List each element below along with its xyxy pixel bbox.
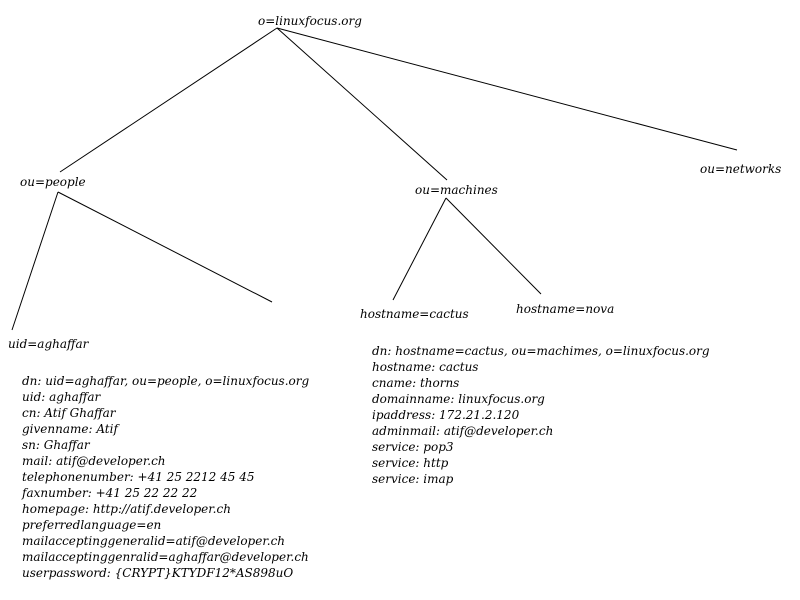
attribute-line: dn: hostname=cactus, ou=machimes, o=linuxfocus.org: [372, 344, 710, 358]
attribute-line: mail: atif@developer.ch: [22, 454, 166, 468]
node-ou-people: ou=people: [20, 175, 86, 189]
node-hostname-nova: hostname=nova: [516, 302, 615, 316]
attribute-line: ipaddress: 172.21.2.120: [372, 408, 520, 422]
attribute-line: mailacceptinggenralid=aghaffar@developer.ch: [22, 550, 309, 564]
attribute-line: uid: aghaffar: [22, 390, 101, 404]
attribute-line: mailacceptinggeneralid=atif@developer.ch: [22, 534, 286, 548]
node-uid-aghaffar: uid=aghaffar: [8, 337, 89, 351]
attribute-line: dn: uid=aghaffar, ou=people, o=linuxfocus.org: [22, 374, 310, 388]
node-hostname-cactus: hostname=cactus: [360, 307, 469, 321]
attribute-line: givenname: Atif: [22, 422, 118, 436]
attribute-line: hostname: cactus: [372, 360, 479, 374]
edge-people-aghaffar: [12, 192, 58, 330]
attribute-line: adminmail: atif@developer.ch: [372, 424, 554, 438]
edge-root-networks: [277, 28, 737, 150]
edge-root-people: [60, 28, 277, 172]
attribute-line: telephonenumber: +41 25 2212 45 45: [22, 470, 255, 484]
edge-people-branch2: [58, 192, 272, 302]
attribute-line: service: pop3: [372, 440, 454, 454]
attribute-line: domainname: linuxfocus.org: [372, 392, 545, 406]
node-root: o=linuxfocus.org: [258, 14, 362, 28]
attribute-line: sn: Ghaffar: [22, 438, 90, 452]
attribute-line: faxnumber: +41 25 22 22 22: [22, 486, 198, 500]
attribute-line: service: http: [372, 456, 449, 470]
attribute-line: service: imap: [372, 472, 454, 486]
attribute-block-aghaffar: [22, 373, 309, 581]
edge-machines-nova: [446, 198, 541, 294]
attribute-line: userpassword: {CRYPT}KTYDF12*AS898uO: [22, 566, 294, 580]
node-ou-networks: ou=networks: [700, 162, 782, 176]
attribute-block-cactus: [372, 343, 710, 487]
node-ou-machines: ou=machines: [415, 183, 498, 197]
attribute-line: preferredlanguage=en: [22, 518, 162, 532]
attribute-line: homepage: http://atif.developer.ch: [22, 502, 231, 516]
attribute-line: cn: Atif Ghaffar: [22, 406, 116, 420]
edge-group: [12, 28, 737, 330]
attribute-line: cname: thorns: [372, 376, 460, 390]
edge-machines-cactus: [393, 198, 446, 300]
